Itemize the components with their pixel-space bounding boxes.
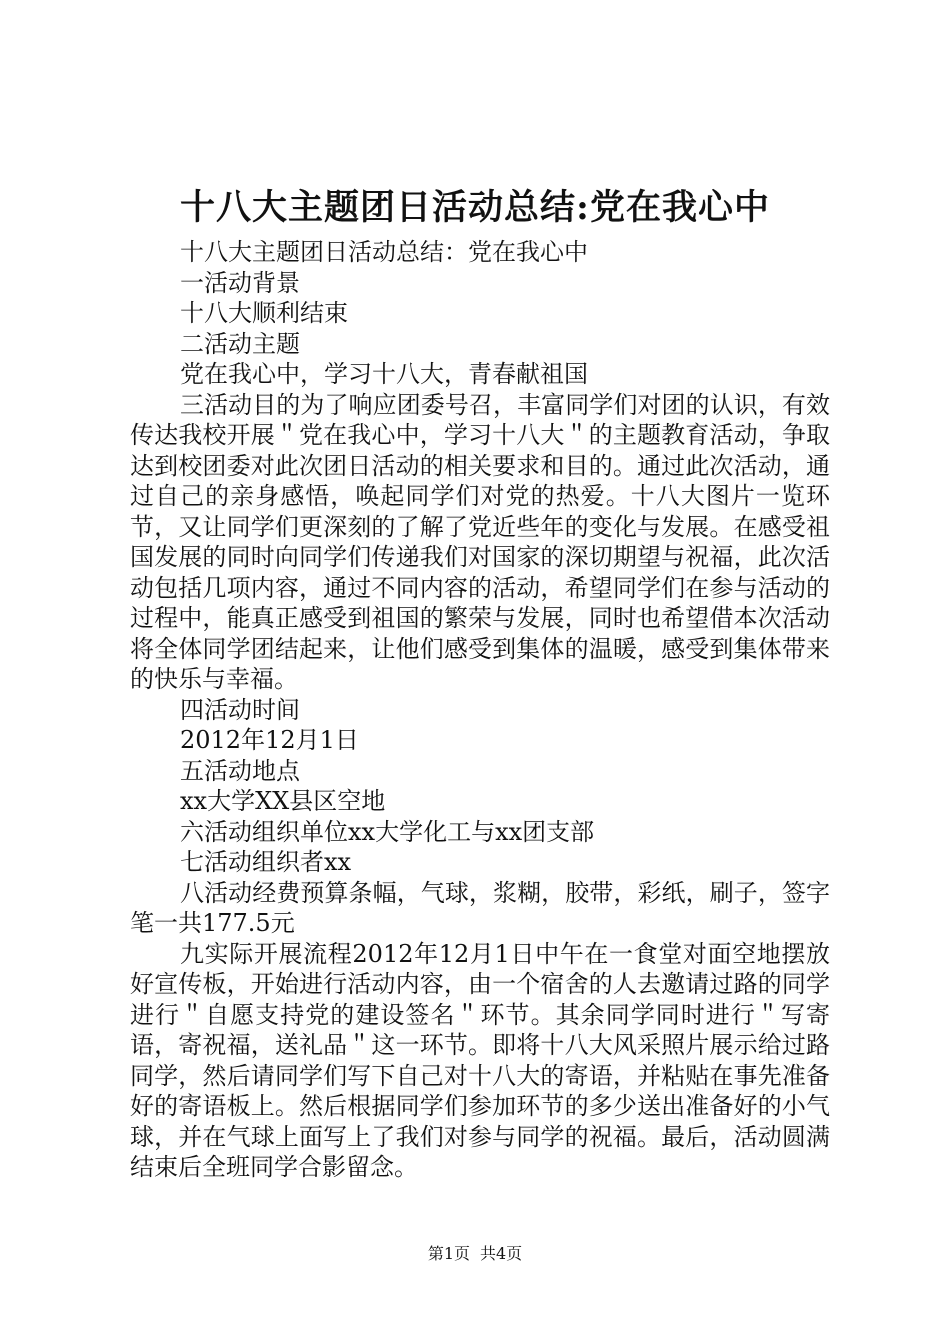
organizer-text: 七活动组织者xx [180,848,352,876]
document-body [130,237,830,1183]
section-heading-theme: 二活动主题 [180,329,300,358]
background-text: 十八大顺利结束 [180,299,348,327]
section-heading-background: 一活动背景 [180,268,300,297]
location-text: xx大学XX县区空地 [180,787,386,815]
page-total: 共4页 [480,1244,523,1263]
page-number: 第1页 [427,1244,470,1263]
time-text: 2012年12月1日 [180,726,359,754]
organizer-unit-text: 六活动组织单位xx大学化工与xx团支部 [180,817,595,846]
section-heading-location: 五活动地点 [180,756,300,785]
budget-paragraph: 八活动经费预算条幅，气球，浆糊，胶带，彩纸，刷子，签字笔一共177.5元 [130,878,830,937]
section-heading-time: 四活动时间 [180,695,300,724]
page-footer [0,1243,950,1265]
subtitle-line: 十八大主题团日活动总结：党在我心中 [180,238,588,266]
document-title: 十八大主题团日活动总结:党在我心中 [180,187,770,228]
theme-text: 党在我心中，学习十八大，青春献祖国 [180,360,588,388]
process-paragraph: 九实际开展流程2012年12月1日中午在一食堂对面空地摆放好宣传板，开始进行活动内容，由一个宿舍的人去邀请过路的同学进行＂自愿支持党的建设签名＂环节。其余同学同时进行＂写寄语，寄祝福，送礼品＂这一环节。即将十八大风采照片展示给过路同学，然后请同学们写下自己对十八大的寄语，并粘贴在事先准备好的寄语板上。然后根据同学们参加环节的多少送出准备好的小气球，并在气球上面写上了我们对参与同学的祝福。最后，活动圆满结束后全班同学合影留念。 [130,939,830,1181]
purpose-paragraph: 三活动目的为了响应团委号召，丰富同学们对团的认识，有效传达我校开展＂党在我心中，学习十八大＂的主题教育活动，争取达到校团委对此次团日活动的相关要求和目的。通过此次活动，通过自己的亲身感悟，唤起同学们对党的热爱。十八大图片一览环节，又让同学们更深刻的了解了党近些年的变化与发展。在感受祖国发展的同时向同学们传递我们对国家的深切期望与祝福，此次活动包括几项内容，通过不同内容的活动，希望同学们在参与活动的过程中，能真正感受到祖国的繁荣与发展，同时也希望借本次活动将全体同学团结起来，让他们感受到集体的温暖，感受到集体带来的快乐与幸福。 [130,390,830,693]
